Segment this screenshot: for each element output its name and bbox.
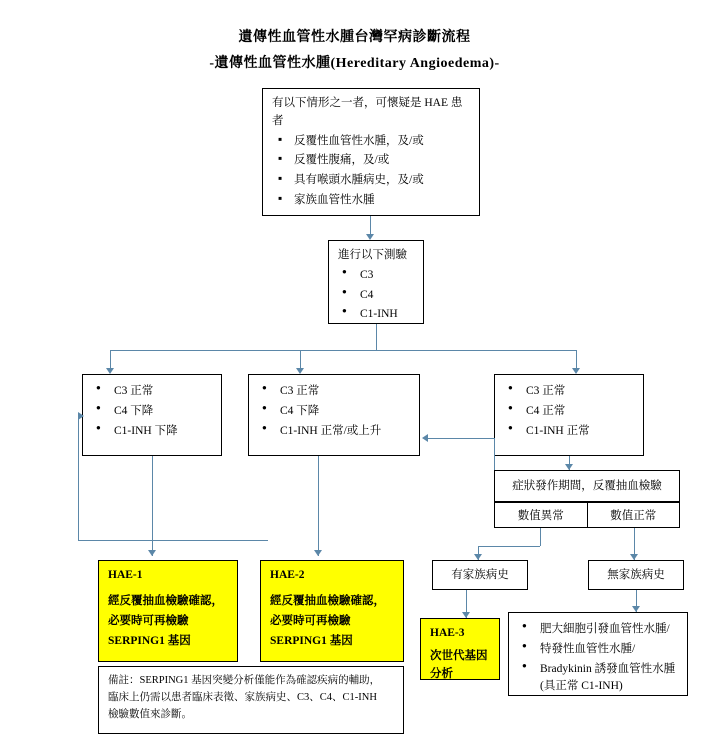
list-item: ● C3 [338, 267, 414, 285]
connector-left-to-hae1 [152, 456, 153, 556]
list-item: ▪ 具有喉頭水腫病史，及/或 [272, 172, 470, 190]
list-item: ● C3 正常 [258, 383, 410, 401]
list-item: ● C1-INH 下降 [92, 423, 212, 441]
list-item: ● C3 正常 [92, 383, 212, 401]
node-footnote [98, 666, 404, 734]
footnote-line-1: 備註：SERPING1 基因突變分析僅能作為確認疾病的輔助， [108, 675, 381, 686]
node-hae3 [420, 618, 500, 680]
connector-abnormal-to-mid [428, 438, 494, 439]
connector-feedback-riser [78, 416, 79, 540]
list-item: ● C1-INH [338, 306, 414, 324]
arrowhead-hae2 [314, 550, 322, 556]
node-repeat-test-header: 症狀發作期間，反覆抽血檢驗 [512, 480, 662, 492]
node-result-mid-list [258, 383, 410, 440]
node-hae3-body: 次世代基因分析 [430, 649, 488, 681]
list-item: ● C4 下降 [92, 403, 212, 421]
connector-mid-to-hae2 [318, 456, 319, 556]
list-item: ● C4 下降 [258, 403, 410, 421]
arrowhead-left-result-feedback [78, 412, 84, 420]
list-item: ● 特發性血管性水腫/ [518, 641, 678, 659]
node-result-mid [248, 374, 420, 456]
node-result-right [494, 374, 644, 456]
list-item: ● Bradykinin 誘發血管性水腫(具正常 C1-INH) [518, 661, 678, 697]
list-item: ● C1-INH 正常/或上升 [258, 423, 410, 441]
connector-family-bus [478, 546, 540, 547]
node-hae1-title: HAE-1 [108, 569, 143, 581]
list-item: ● 肥大細胞引發血管性水腫/ [518, 621, 678, 639]
list-item: ▪ 反覆性血管性水腫，及/或 [272, 133, 470, 151]
node-family-yes-label: 有家族病史 [451, 569, 509, 581]
node-suspect-list [272, 133, 470, 210]
connector-split-bus [110, 350, 576, 351]
node-repeat-test-values [494, 502, 680, 528]
node-hae1-body: 經反覆抽血檢驗確認，必要時可再檢驗 SERPING1 基因 [108, 594, 223, 648]
node-tests-list [338, 267, 414, 324]
list-item: ▪ 家族血管性水腫 [272, 192, 470, 210]
list-item: ● C4 正常 [504, 403, 634, 421]
connector-abnormal-riser [494, 438, 495, 470]
connector-feedback-bottom [78, 540, 268, 541]
connector-tests-down [376, 324, 377, 350]
node-hae1 [98, 560, 238, 662]
list-item: ● C3 正常 [504, 383, 634, 401]
node-hae2-title: HAE-2 [270, 569, 305, 581]
cell-abnormal: 數值異常 [517, 510, 564, 522]
cell-normal: 數值正常 [587, 503, 680, 527]
page-title-line2: -遺傳性血管性水腫(Hereditary Angioedema)- [209, 56, 500, 71]
node-suspect-header: 有以下情形之一者，可懷疑是 HAE 患者 [272, 97, 463, 127]
node-hae3-title: HAE-3 [430, 627, 465, 639]
node-hae2-body: 經反覆抽血檢驗確認，必要時可再檢驗 SERPING1 基因 [270, 594, 385, 648]
footnote-line-2: 臨床上仍需以患者臨床表徵、家族病史、C3、C4、C1-INH [108, 691, 377, 703]
list-item: ● C4 [338, 287, 414, 305]
connector-split-left [110, 350, 111, 370]
node-result-right-list [504, 383, 634, 440]
node-other-diagnoses-list [518, 621, 678, 696]
node-result-left [82, 374, 222, 456]
node-repeat-test [494, 470, 680, 502]
footnote-line-3: 檢驗數值來診斷。 [108, 708, 192, 720]
node-other-diagnoses [508, 612, 688, 696]
node-suspect-hae [262, 88, 480, 216]
list-item: ▪ 反覆性腹痛，及/或 [272, 152, 470, 170]
node-family-history-no [588, 560, 684, 590]
list-item: ● C1-INH 正常 [504, 423, 634, 441]
connector-abnormal-branch [540, 528, 541, 546]
node-tests [328, 240, 424, 324]
arrowhead-hae1 [148, 550, 156, 556]
node-tests-header: 進行以下測驗 [338, 249, 407, 261]
node-hae2 [260, 560, 404, 662]
connector-split-right [576, 350, 577, 370]
node-family-history-yes [432, 560, 528, 590]
arrowhead-mid-from-right [422, 434, 428, 442]
node-family-no-label: 無家族病史 [607, 569, 665, 581]
connector-suspect-to-tests [370, 216, 371, 236]
page-title-line1: 遺傳性血管性水腫台灣罕病診斷流程 [238, 30, 471, 45]
node-result-left-list [92, 383, 212, 440]
connector-split-mid [300, 350, 301, 370]
